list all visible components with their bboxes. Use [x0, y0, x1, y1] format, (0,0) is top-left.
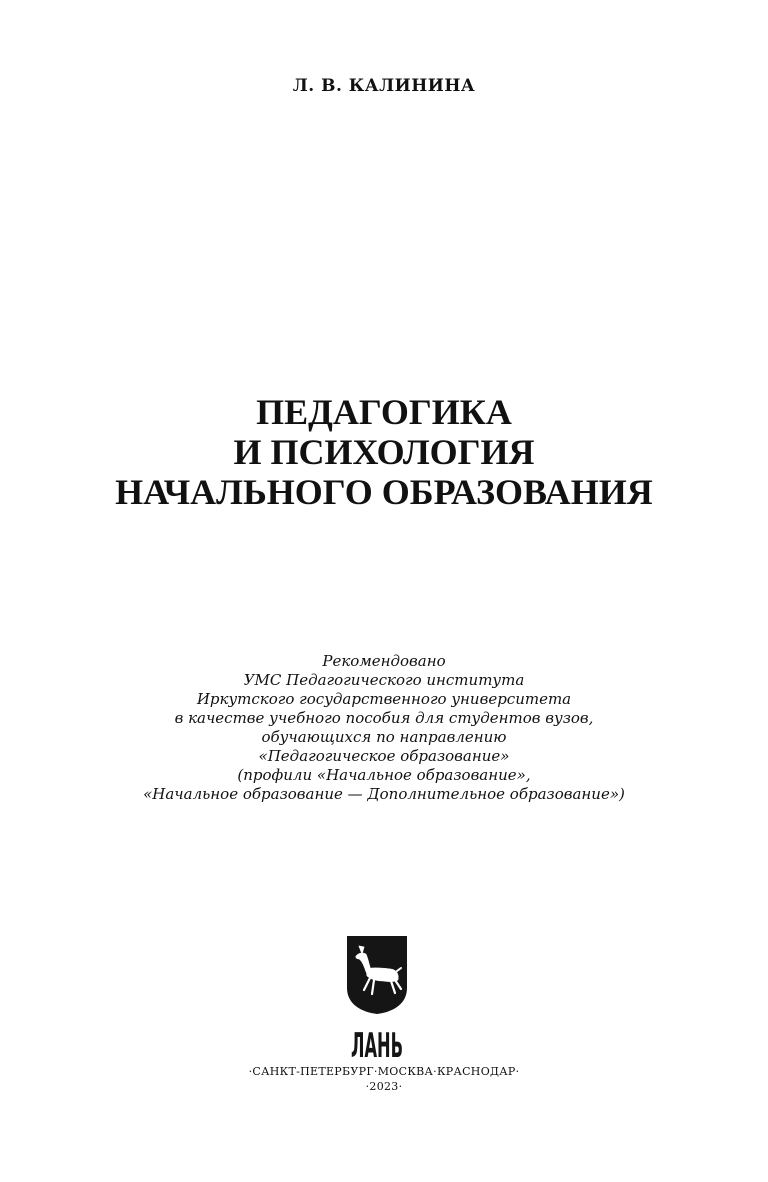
recommendation-line-1: Рекомендовано: [322, 652, 446, 670]
recommendation-line-5: обучающихся по направлению: [261, 728, 507, 746]
recommendation-line-6: «Педагогическое образование»: [258, 747, 510, 765]
recommendation-block: [0, 652, 768, 804]
book-title-line-2: И ПСИХОЛОГИЯ: [233, 432, 535, 472]
recommendation-line-7: (профили «Начальное образование»,: [237, 766, 531, 784]
imprint-block: [0, 1064, 768, 1094]
publisher-logo: [345, 936, 409, 1066]
book-title: [0, 392, 768, 512]
imprint-year: ·2023·: [365, 1080, 403, 1093]
recommendation-line-2: УМС Педагогического института: [243, 671, 525, 689]
book-title-line-1: ПЕДАГОГИКА: [256, 392, 512, 432]
imprint-cities: ·САНКТ-ПЕТЕРБУРГ·МОСКВА·КРАСНОДАР·: [248, 1065, 520, 1078]
author-name: Л. В. КАЛИНИНА: [292, 76, 476, 96]
publisher-name: ЛАНЬ: [351, 1026, 403, 1066]
recommendation-line-8: «Начальное образование — Дополнительное образование»): [143, 785, 625, 803]
book-title-line-3: НАЧАЛЬНОГО ОБРАЗОВАНИЯ: [115, 472, 653, 512]
recommendation-line-4: в качестве учебного пособия для студентов вузов,: [174, 709, 594, 727]
recommendation-line-3: Иркутского государственного университета: [196, 690, 572, 708]
deer-shield-icon: [345, 936, 409, 1066]
